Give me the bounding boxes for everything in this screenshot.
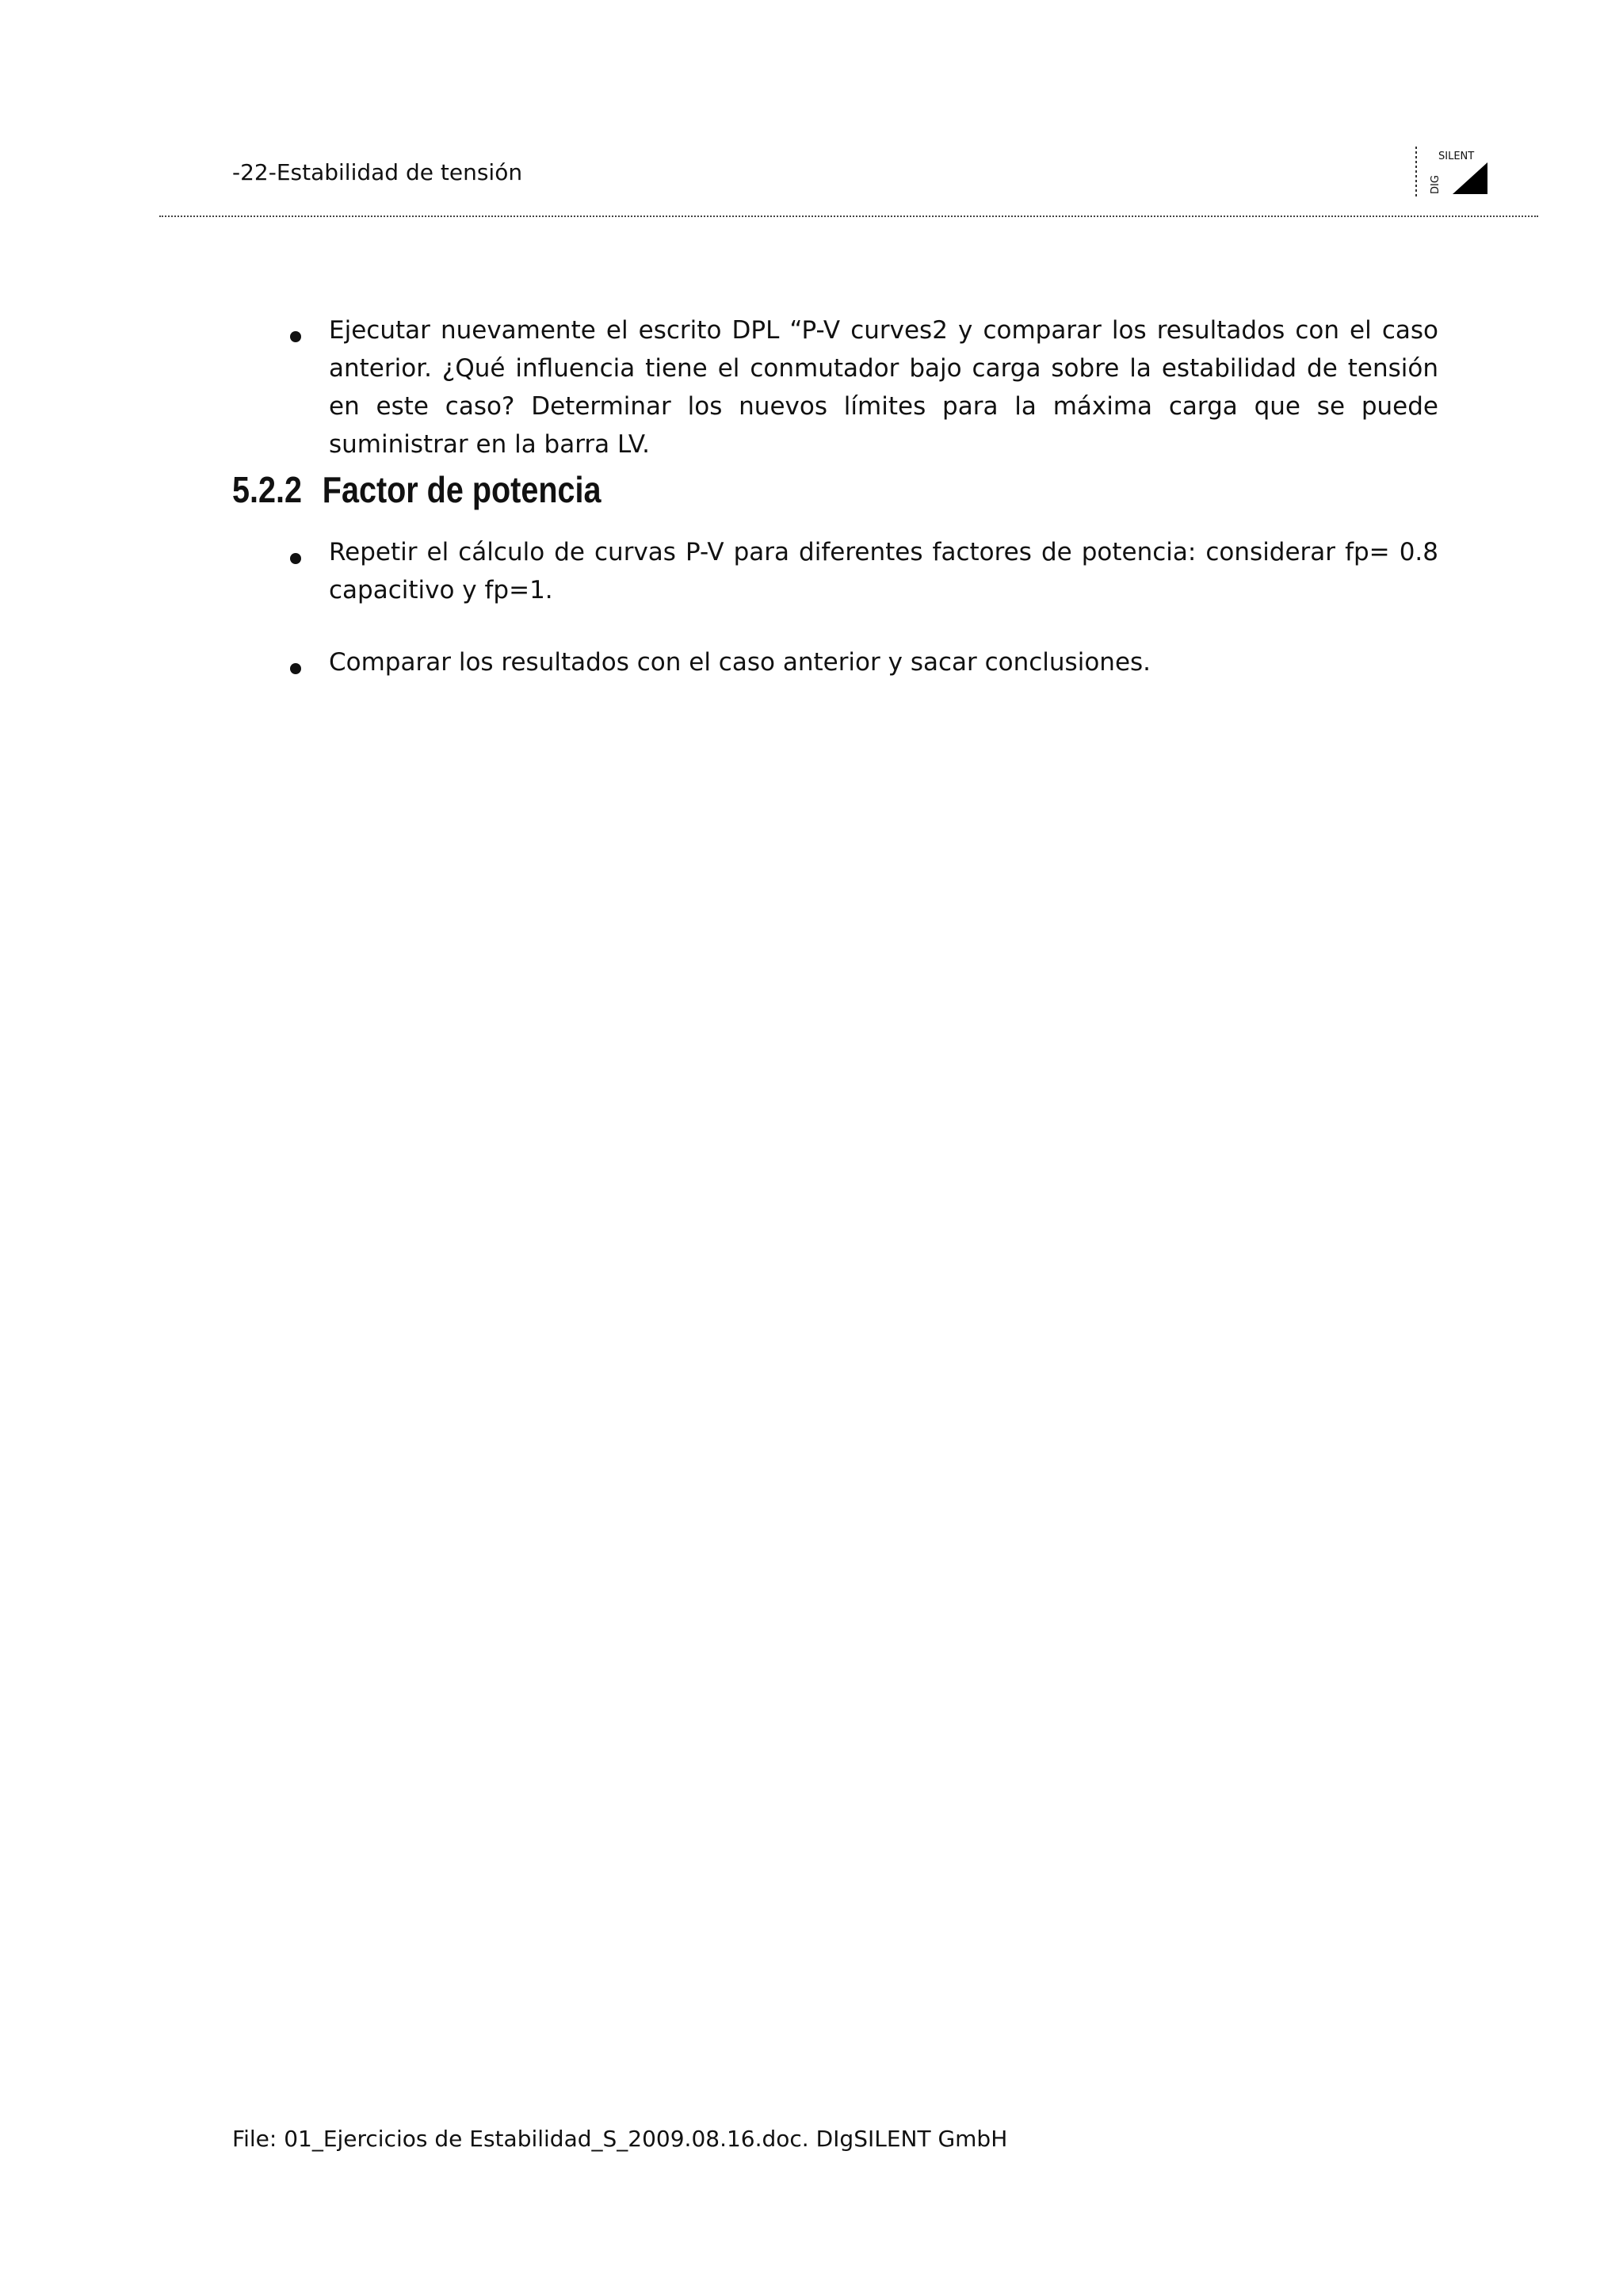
bullet-text: Ejecutar nuevamente el escrito DPL “P-V curves2 y comparar los resultados con el caso anterior. ¿Qué influencia tiene el conmutador bajo carga sobre la estabilidad de tensión en este caso? Determinar los nuevos límites para la máxima carga que se puede suministrar en la barra LV. [329,316,1438,459]
header-divider [159,215,1538,217]
bullet-icon [290,663,301,674]
digsilent-logo [1415,147,1490,199]
section-number: 5.2.2 [232,469,302,510]
section-heading [232,466,601,513]
bullet-icon [290,331,301,342]
svg-text:DIG: DIG [1430,175,1442,194]
page-footer: File: 01_Ejercicios de Estabilidad_S_2009.08.16.doc. DIgSILENT GmbH [232,2126,1008,2152]
bullet-text: Repetir el cálculo de curvas P-V para diferentes factores de potencia: considerar fp= 0.8 capacitivo y fp=1. [329,538,1438,605]
page-header-title: -22-Estabilidad de tensión [232,159,523,185]
svg-text:SILENT: SILENT [1438,151,1475,162]
bullet-text: Comparar los resultados con el caso anterior y sacar conclusiones. [329,648,1151,677]
bullet-icon [290,553,301,564]
section-title: Factor de potencia [322,469,601,510]
